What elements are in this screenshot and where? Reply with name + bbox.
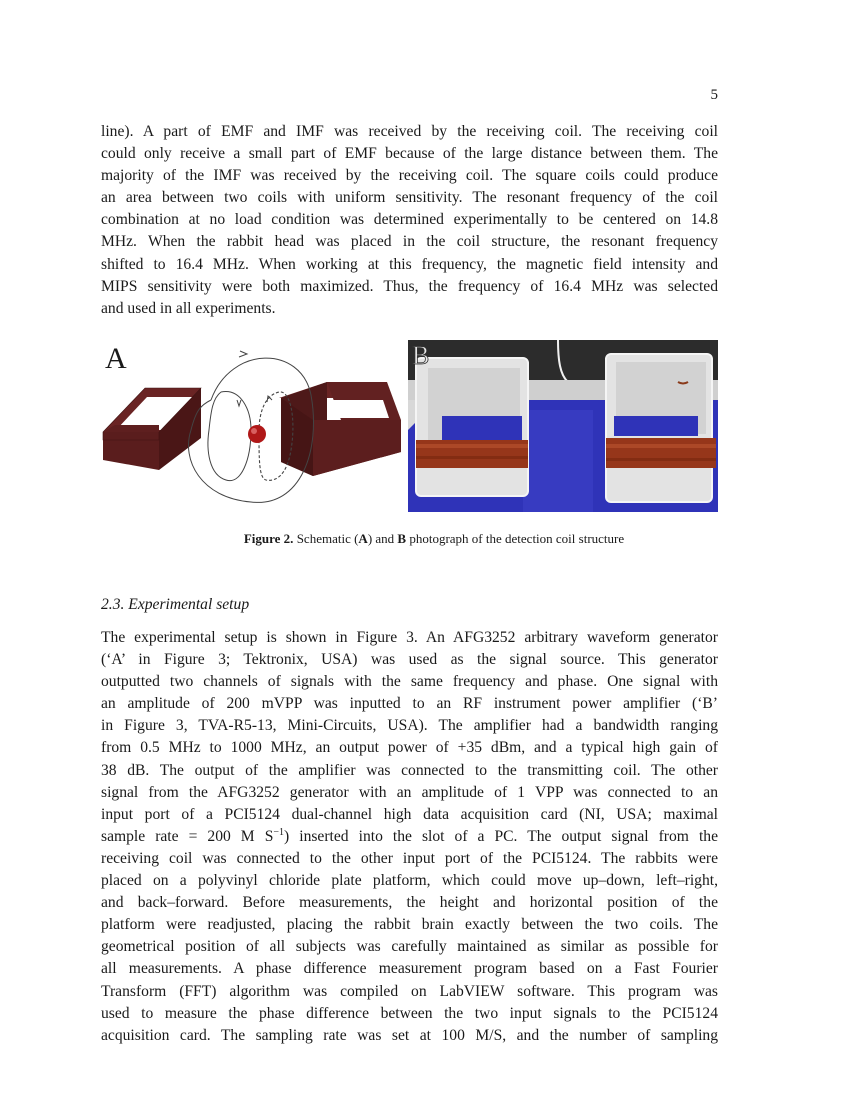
figure-2-caption <box>101 531 767 547</box>
text-line: shifted to 16.4 MHz. When working at this frequency, the magnetic field intensity and <box>101 255 718 273</box>
figure-2-photograph <box>408 340 718 512</box>
text-line: 38 dB. The output of the amplifier was connected to the transmitting coil. The other <box>101 761 718 779</box>
text-line: acquisition card. The sampling rate was set at 100 M/S, and the number of sampling <box>101 1026 718 1044</box>
section-heading: 2.3. Experimental setup <box>101 596 250 613</box>
page-number: 5 <box>710 87 718 103</box>
text-line: an amplitude of 200 mVPP was inputted to an RF instrument power amplifier (‘B’ <box>101 695 718 713</box>
right-coil-icon <box>279 382 401 476</box>
left-coil-icon <box>103 388 201 470</box>
text-line: The experimental setup is shown in Figure 3. An AFG3252 arbitrary waveform generator <box>101 629 718 646</box>
text-line: (‘A’ in Figure 3; Tektronix, USA) was used as the signal source. This generator <box>101 651 718 669</box>
caption-figure-label: Figure 2. <box>243 531 294 546</box>
text-line: combination at no load condition was determined experimentally to be centered on 14.8 <box>101 211 718 229</box>
caption-ref-a: A <box>358 531 368 546</box>
paragraph-experimental-setup <box>101 627 718 1047</box>
text-line: MHz. When the rabbit head was placed in the coil structure, the resonant frequency <box>101 233 718 251</box>
coil-photo-illustration <box>408 340 718 512</box>
text-line: all measurements. A phase difference measurement program based on a Fast Fourier <box>101 960 718 978</box>
text-line: signal from the AFG3252 generator with an amplitude of 1 VPP was connected to an <box>101 783 718 801</box>
text-line: in Figure 3, TVA-R5-13, Mini-Circuits, USA). The amplifier had a bandwidth ranging <box>101 717 718 735</box>
text-fragment: ) inserted into the slot of a PC. The output signal from the <box>284 827 718 845</box>
text-line-with-superscript <box>101 826 718 848</box>
text-line: and back–forward. Before measurements, the height and horizontal position of the <box>101 894 718 912</box>
text-line: geometrical position of all subjects was carefully maintained as similar as possible for <box>101 938 718 956</box>
text-line: receiving coil was connected to the other input port of the PCI5124. The rabbits were <box>101 849 718 867</box>
caption-text: ) and <box>367 531 398 546</box>
text-line: outputted two channels of signals with the same frequency and phase. One signal with <box>101 673 718 691</box>
text-line: could only receive a small part of EMF because of the large distance between them. The <box>101 145 718 163</box>
paragraph-coil-description <box>101 121 718 320</box>
coil-schematic-diagram <box>101 340 405 512</box>
text-fragment: sample rate = 200 M S <box>101 827 274 845</box>
text-line: placed on a polyvinyl chloride plate platform, which could move up–down, left–right, <box>101 872 718 890</box>
figure-2-schematic <box>101 340 405 512</box>
text-line: used to measure the phase difference between the two input signals to the PCI5124 <box>101 1004 718 1022</box>
text-line: MIPS sensitivity were both maximized. Thus, the frequency of 16.4 MHz was selected <box>101 277 718 295</box>
panel-b-label: B <box>412 341 430 370</box>
text-line: input port of a PCI5124 dual-channel high data acquisition card (NI, USA; maximal <box>101 805 718 823</box>
text-line: from 0.5 MHz to 1000 MHz, an output power of +35 dBm, and a typical high gain of <box>101 739 718 757</box>
caption-text: Schematic ( <box>293 531 359 546</box>
text-line: and used in all experiments. <box>101 299 276 317</box>
caption-ref-b: B <box>397 531 407 546</box>
text-line: line). A part of EMF and IMF was received by the receiving coil. The receiving coil <box>101 123 718 140</box>
text-line: majority of the IMF was received by the receiving coil. The square coils could produce <box>101 167 718 185</box>
panel-a-label: A <box>105 342 127 375</box>
text-line: Transform (FFT) algorithm was compiled on LabVIEW software. This program was <box>101 982 718 1000</box>
text-line: platform were readjusted, placing the rabbit brain exactly between the two coils. The <box>101 916 718 934</box>
text-line: an area between two coils with uniform sensitivity. The resonant frequency of the coil <box>101 189 718 207</box>
caption-text: photograph of the detection coil structure <box>406 531 625 546</box>
superscript: −1 <box>273 826 285 838</box>
